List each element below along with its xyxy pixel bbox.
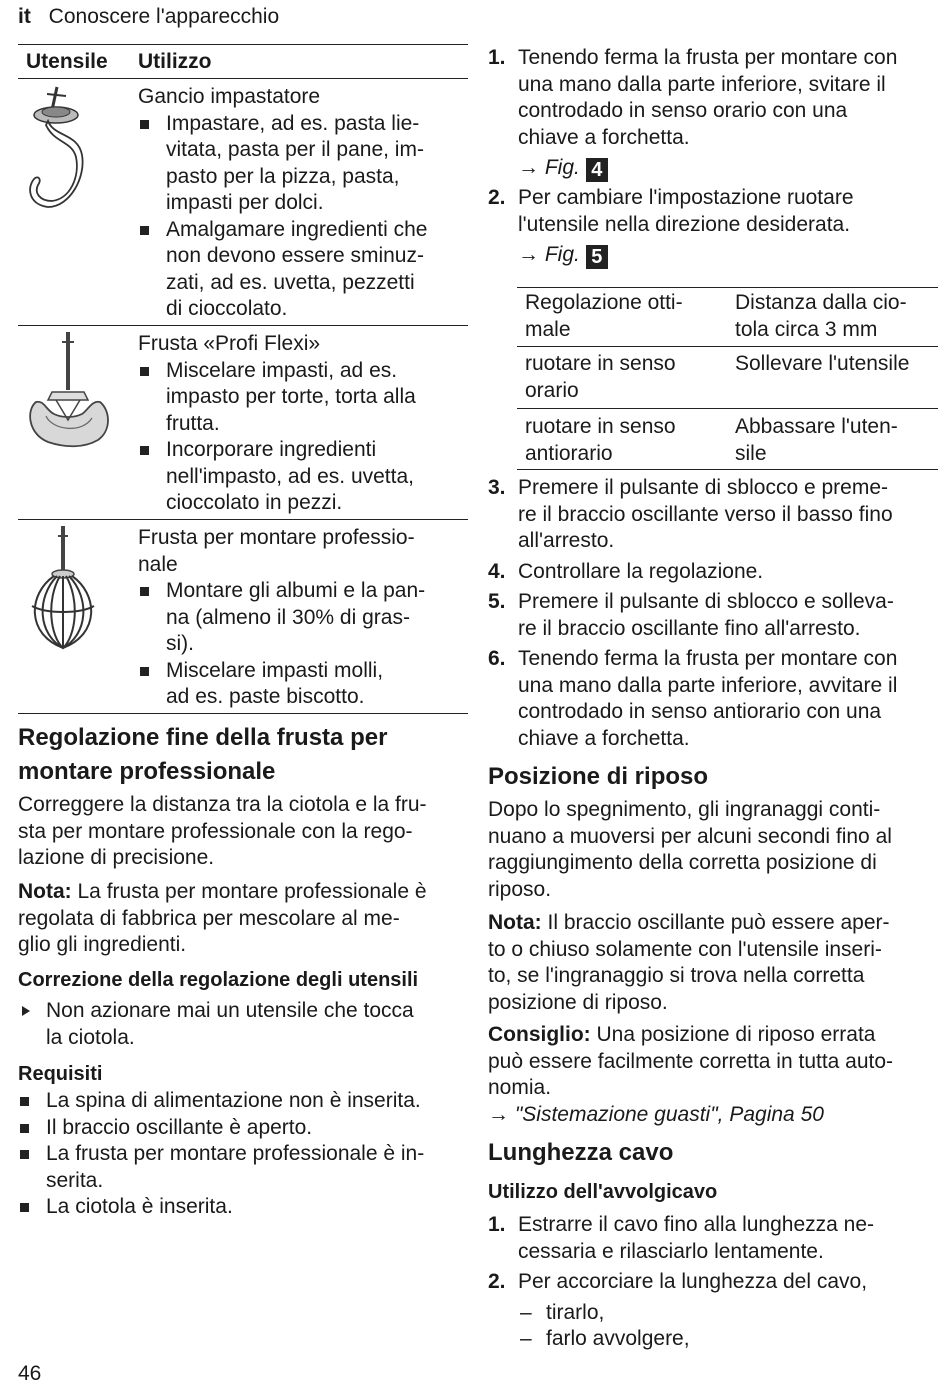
tool-row-whisk [138, 525, 468, 711]
table-row: Abbassare l'uten- sile [735, 415, 898, 465]
language-code: it [18, 5, 31, 28]
troubleshooting-link[interactable]: → "Sistemazione guasti", Pagina 50 [488, 1103, 824, 1126]
dough-hook-icon [20, 85, 90, 215]
table-bottom-rule [18, 713, 468, 714]
rest-tip: Consiglio: Una posizione di riposo errata può essere facilmente corretta in tutta auto- nomia. [488, 1023, 894, 1099]
table-header-rule [18, 78, 468, 79]
adjust-table-bottom-rule [517, 469, 938, 470]
dash-item: – farlo avvolgere, [520, 1327, 690, 1350]
page-header [18, 4, 279, 31]
list-item: Incorporare ingredienti nell'impasto, ad es. uvetta, cioccolato in pezzi. [138, 437, 468, 517]
section-heading-rest-position: Posizione di riposo [488, 763, 709, 790]
list-item: La spina di alimentazione non è inserita. [18, 1088, 473, 1115]
tool-name: Gancio impastatore [138, 85, 321, 108]
rest-note: Nota: Il braccio oscillante può essere aper- to o chiuso solamente con l'utensile inseri- to, se l'ingranaggio si trova nella corretta posizione di riposo. [488, 911, 890, 1014]
list-item: La frusta per montare professionale è in- serita. [18, 1141, 473, 1194]
rest-text: Dopo lo spegnimento, gli ingranaggi conti- nuano a muoversi per alcuni secondi fino al raggiungimento della corretta posizione di riposo. [488, 798, 892, 901]
sub-heading-cable-winder: Utilizzo dell'avvolgicavo [488, 1181, 718, 1203]
table-row: ruotare in senso orario [525, 352, 676, 402]
step-item: 1. Tenendo ferma la frusta per montare con una mano dalla parte inferiore, svitare il controdado in senso orario con una chiave a forchetta. → Fig. 4 [488, 45, 943, 185]
whisk-icon [22, 524, 104, 654]
step-item: 1. Estrarre il cavo fino alla lunghezza ne- cessaria e rilasciarlo lentamente. [488, 1213, 875, 1263]
note-label: Nota: [18, 880, 72, 903]
flexi-beater-icon [22, 330, 114, 460]
steps-part-a [488, 45, 943, 272]
table-row: Regolazione otti- male [525, 291, 683, 341]
step-item: 2. Per cambiare l'impostazione ruotare l'utensile nella direzione desiderata. → Fig. 5 [488, 185, 943, 272]
row-divider [517, 408, 938, 409]
step-item: 5. Premere il pulsante di sblocco e solleva- re il braccio oscillante fino all'arresto. [488, 590, 894, 640]
steps-part-b [488, 475, 943, 752]
row-divider [517, 346, 938, 347]
requirements-list [18, 1088, 473, 1221]
header-title: Conoscere l'apparecchio [48, 5, 280, 28]
sub-heading-tool-correction: Correzione della regolazione degli utensili [18, 969, 419, 991]
list-item: Miscelare impasti molli, ad es. paste biscotto. [138, 658, 468, 711]
section-heading-cable-length: Lunghezza cavo [488, 1139, 674, 1166]
table-row: Distanza dalla cio- tola circa 3 mm [735, 291, 907, 341]
tool-name-line: nale [138, 552, 178, 576]
row-divider [18, 325, 468, 326]
figure-ref: → Fig. 5 [518, 242, 943, 272]
requirements-heading: Requisiti [18, 1063, 103, 1085]
warning-item: Non azionare mai un utensile che tocca la ciotola. [18, 998, 473, 1051]
fine-intro: Correggere la distanza tra la ciotola e la fru- sta per montare professionale con la rego- lazione di precisione. [18, 793, 427, 869]
tool-name: Frusta «Profi Flexi» [138, 332, 321, 355]
tool-name-line: Frusta per montare professio- [138, 526, 415, 549]
arrow-bullet-icon [22, 1006, 30, 1016]
cable-steps [488, 1212, 943, 1353]
table-top-rule [18, 44, 468, 45]
col-header-tool: Utensile [26, 50, 108, 73]
dash-item: – tirarlo, [520, 1300, 605, 1324]
step-item: 2. Per accorciare la lunghezza del cavo, – tirarlo, – farlo avvolgere, [488, 1269, 943, 1353]
table-row: Sollevare l'utensile [735, 352, 910, 375]
list-item: Miscelare impasti, ad es. impasto per torte, torta alla frutta. [138, 358, 468, 438]
list-item: Montare gli albumi e la pan- na (almeno il 30% di gras- si). [138, 578, 468, 658]
section-heading-fine-adjustment: Regolazione fine della frusta per montare professionale [18, 724, 388, 785]
tool-row-flexi-beater [138, 331, 468, 517]
col-header-use: Utilizzo [138, 50, 212, 73]
list-item: Il braccio oscillante è aperto. [18, 1115, 473, 1142]
tip-label: Consiglio: [488, 1023, 591, 1046]
figure-number-badge: 4 [586, 158, 608, 182]
step-item: 6. Tenendo ferma la frusta per montare con una mano dalla parte inferiore, avvitare il controdado in senso antiorario con una chiave a forchetta. [488, 647, 898, 750]
figure-number-badge: 5 [586, 245, 608, 269]
row-divider [18, 519, 468, 520]
list-item: La ciotola è inserita. [18, 1194, 473, 1221]
step-item: 4. Controllare la regolazione. [488, 559, 764, 583]
list-item: Impastare, ad es. pasta lie- vitata, pasta per il pane, im- pasto per la pizza, pasta, impasti per dolci. [138, 111, 468, 217]
adjust-table-top-rule [517, 287, 938, 288]
table-row: ruotare in senso antiorario [525, 415, 676, 465]
tool-row-dough-hook [138, 84, 468, 323]
fine-note: Nota: La frusta per montare professionale è regolata di fabbrica per mescolare al me- glio gli ingredienti. [18, 880, 427, 956]
list-item: Amalgamare ingredienti che non devono essere sminuz- zati, ad es. uvetta, pezzetti di cioccolato. [138, 217, 468, 323]
page-number: 46 [18, 1362, 42, 1385]
step-item: 3. Premere il pulsante di sblocco e preme- re il braccio oscillante verso il basso fino all'arresto. [488, 476, 893, 552]
note-label: Nota: [488, 911, 542, 934]
figure-ref: → Fig. 4 [518, 155, 943, 185]
